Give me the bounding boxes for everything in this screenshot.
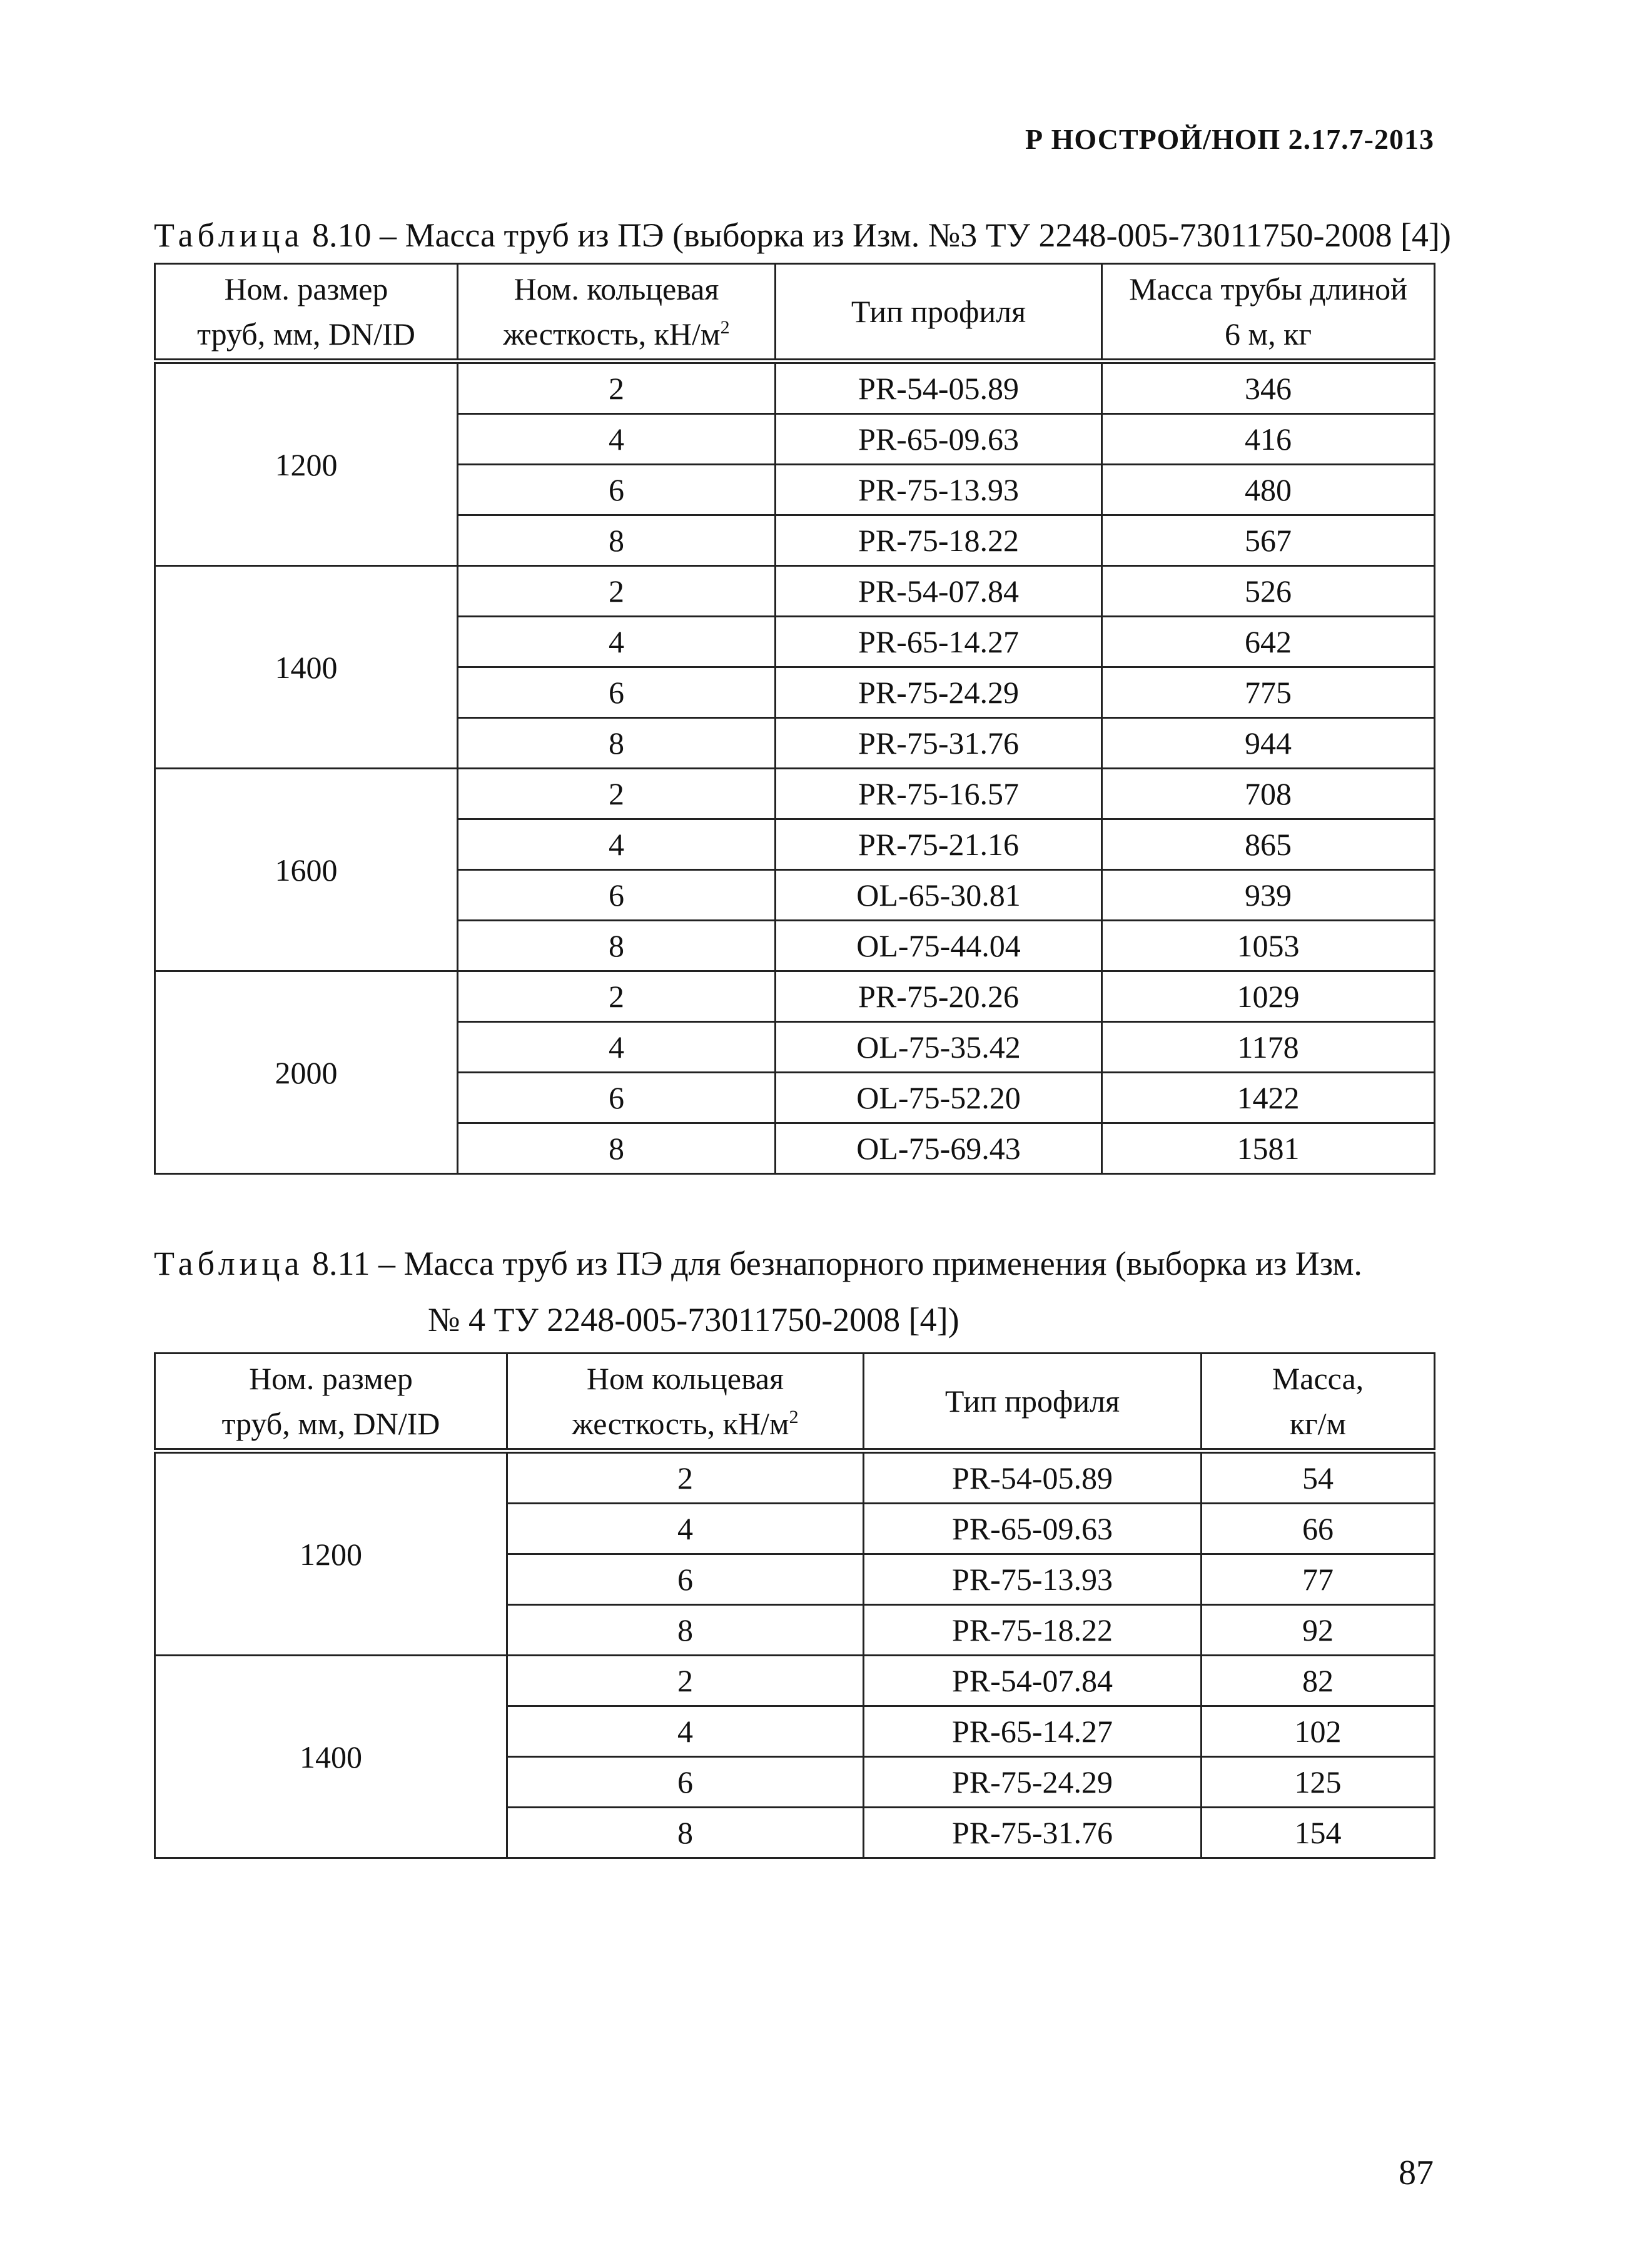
mass-cell: 944 <box>1102 718 1435 769</box>
header-size-line2: труб, мм, DN/ID <box>221 1406 440 1441</box>
stiffness-cell: 8 <box>507 1808 864 1858</box>
header-profile: Тип профиля <box>864 1354 1202 1451</box>
size-cell: 1200 <box>155 1451 507 1656</box>
mass-cell: 125 <box>1202 1757 1435 1808</box>
stiffness-cell: 4 <box>458 414 776 465</box>
profile-cell: PR-75-24.29 <box>776 667 1102 718</box>
header-stiffness-line2: жесткость, кН/м <box>503 316 721 352</box>
stiffness-cell: 6 <box>507 1757 864 1808</box>
stiffness-cell: 2 <box>458 769 776 819</box>
mass-cell: 416 <box>1102 414 1435 465</box>
size-cell: 1400 <box>155 566 458 769</box>
mass-cell: 92 <box>1202 1605 1435 1656</box>
table-row <box>155 971 1435 1022</box>
stiffness-cell: 2 <box>507 1451 864 1504</box>
mass-cell: 642 <box>1102 617 1435 667</box>
caption-lead: Таблица <box>154 1245 304 1282</box>
profile-cell: OL-75-35.42 <box>776 1022 1102 1073</box>
header-stiffness-line1: Ном. кольцевая <box>514 271 719 306</box>
table-body <box>155 362 1435 1174</box>
table-row <box>155 769 1435 819</box>
header-mass-line2: 6 м, кг <box>1225 316 1312 352</box>
profile-cell: OL-75-52.20 <box>776 1073 1102 1123</box>
mass-cell: 708 <box>1102 769 1435 819</box>
header-size <box>155 264 458 362</box>
profile-cell: PR-65-09.63 <box>864 1504 1202 1554</box>
mass-cell: 346 <box>1102 362 1435 414</box>
mass-cell: 526 <box>1102 566 1435 617</box>
mass-cell: 54 <box>1202 1451 1435 1504</box>
header-row <box>155 1354 1435 1451</box>
profile-cell: PR-75-31.76 <box>864 1808 1202 1858</box>
profile-cell: PR-54-05.89 <box>776 362 1102 414</box>
stiffness-cell: 2 <box>458 362 776 414</box>
stiffness-cell: 6 <box>458 1073 776 1123</box>
header-stiffness-line1: Ном кольцевая <box>586 1361 784 1396</box>
stiffness-cell: 4 <box>507 1706 864 1757</box>
header-profile: Тип профиля <box>776 264 1102 362</box>
profile-cell: PR-54-05.89 <box>864 1451 1202 1504</box>
table-8-10-caption <box>154 211 1451 259</box>
profile-cell: PR-75-18.22 <box>776 515 1102 566</box>
profile-cell: PR-75-18.22 <box>864 1605 1202 1656</box>
header-size-line1: Ном. размер <box>249 1361 413 1396</box>
stiffness-cell: 4 <box>458 1022 776 1073</box>
profile-cell: PR-65-14.27 <box>776 617 1102 667</box>
header-size-line2: труб, мм, DN/ID <box>197 316 415 352</box>
table-8-11 <box>154 1352 1435 1859</box>
stiffness-cell: 2 <box>507 1656 864 1706</box>
table-row <box>155 362 1435 414</box>
mass-cell: 154 <box>1202 1808 1435 1858</box>
caption-lead: Таблица <box>154 216 304 254</box>
profile-cell: OL-65-30.81 <box>776 870 1102 921</box>
mass-cell: 775 <box>1102 667 1435 718</box>
stiffness-cell: 6 <box>458 870 776 921</box>
stiffness-cell: 2 <box>458 971 776 1022</box>
table-8-10 <box>154 263 1435 1175</box>
profile-cell: PR-75-20.26 <box>776 971 1102 1022</box>
profile-cell: PR-75-31.76 <box>776 718 1102 769</box>
profile-cell: PR-75-13.93 <box>776 465 1102 515</box>
table-body <box>155 1451 1435 1858</box>
header-mass <box>1102 264 1435 362</box>
mass-cell: 1053 <box>1102 921 1435 971</box>
size-cell: 1400 <box>155 1656 507 1858</box>
header-row <box>155 264 1435 362</box>
header-mass-line2: кг/м <box>1289 1406 1347 1441</box>
stiffness-cell: 2 <box>458 566 776 617</box>
stiffness-cell: 6 <box>458 465 776 515</box>
table-row <box>155 566 1435 617</box>
header-mass-line1: Масса, <box>1272 1361 1364 1396</box>
profile-cell: OL-75-69.43 <box>776 1123 1102 1174</box>
mass-cell: 77 <box>1202 1554 1435 1605</box>
size-cell: 1200 <box>155 362 458 566</box>
table-row <box>155 1451 1435 1504</box>
mass-cell: 480 <box>1102 465 1435 515</box>
header-stiffness-line2: жесткость, кН/м <box>572 1406 789 1441</box>
profile-cell: PR-65-09.63 <box>776 414 1102 465</box>
profile-cell: PR-75-13.93 <box>864 1554 1202 1605</box>
size-cell: 1600 <box>155 769 458 971</box>
header-stiffness-sup: 2 <box>720 317 730 338</box>
size-cell: 2000 <box>155 971 458 1174</box>
stiffness-cell: 8 <box>507 1605 864 1656</box>
mass-cell: 865 <box>1102 819 1435 870</box>
mass-cell: 567 <box>1102 515 1435 566</box>
stiffness-cell: 4 <box>507 1504 864 1554</box>
profile-cell: OL-75-44.04 <box>776 921 1102 971</box>
document-code: Р НОСТРОЙ/НОП 2.17.7-2013 <box>1025 123 1434 155</box>
page-number: 87 <box>1399 2154 1434 2192</box>
profile-cell: PR-75-24.29 <box>864 1757 1202 1808</box>
header-mass <box>1202 1354 1435 1451</box>
profile-cell: PR-65-14.27 <box>864 1706 1202 1757</box>
mass-cell: 1422 <box>1102 1073 1435 1123</box>
mass-cell: 1581 <box>1102 1123 1435 1174</box>
caption-text: 8.11 – Масса труб из ПЭ для безнапорного применения (выборка из Изм. <box>303 1245 1362 1282</box>
table-8-11-caption-line2: № 4 ТУ 2248-005-73011750-2008 [4]) <box>428 1301 959 1339</box>
mass-cell: 939 <box>1102 870 1435 921</box>
stiffness-cell: 4 <box>458 819 776 870</box>
stiffness-cell: 4 <box>458 617 776 667</box>
mass-cell: 82 <box>1202 1656 1435 1706</box>
stiffness-cell: 6 <box>458 667 776 718</box>
stiffness-cell: 8 <box>458 718 776 769</box>
mass-cell: 1178 <box>1102 1022 1435 1073</box>
caption-text: 8.10 – Масса труб из ПЭ (выборка из Изм. №3 ТУ 2248-005-73011750-2008 [4]) <box>303 216 1451 254</box>
table-row <box>155 1656 1435 1706</box>
mass-cell: 1029 <box>1102 971 1435 1022</box>
header-size <box>155 1354 507 1451</box>
mass-cell: 66 <box>1202 1504 1435 1554</box>
header-mass-line1: Масса трубы длиной <box>1129 271 1407 306</box>
stiffness-cell: 8 <box>458 921 776 971</box>
profile-cell: PR-54-07.84 <box>864 1656 1202 1706</box>
header-stiffness <box>507 1354 864 1451</box>
header-stiffness-sup: 2 <box>789 1407 799 1427</box>
mass-cell: 102 <box>1202 1706 1435 1757</box>
stiffness-cell: 6 <box>507 1554 864 1605</box>
stiffness-cell: 8 <box>458 1123 776 1174</box>
profile-cell: PR-54-07.84 <box>776 566 1102 617</box>
profile-cell: PR-75-21.16 <box>776 819 1102 870</box>
header-stiffness <box>458 264 776 362</box>
table-8-11-caption <box>154 1240 1362 1287</box>
stiffness-cell: 8 <box>458 515 776 566</box>
profile-cell: PR-75-16.57 <box>776 769 1102 819</box>
header-size-line1: Ном. размер <box>224 271 388 306</box>
